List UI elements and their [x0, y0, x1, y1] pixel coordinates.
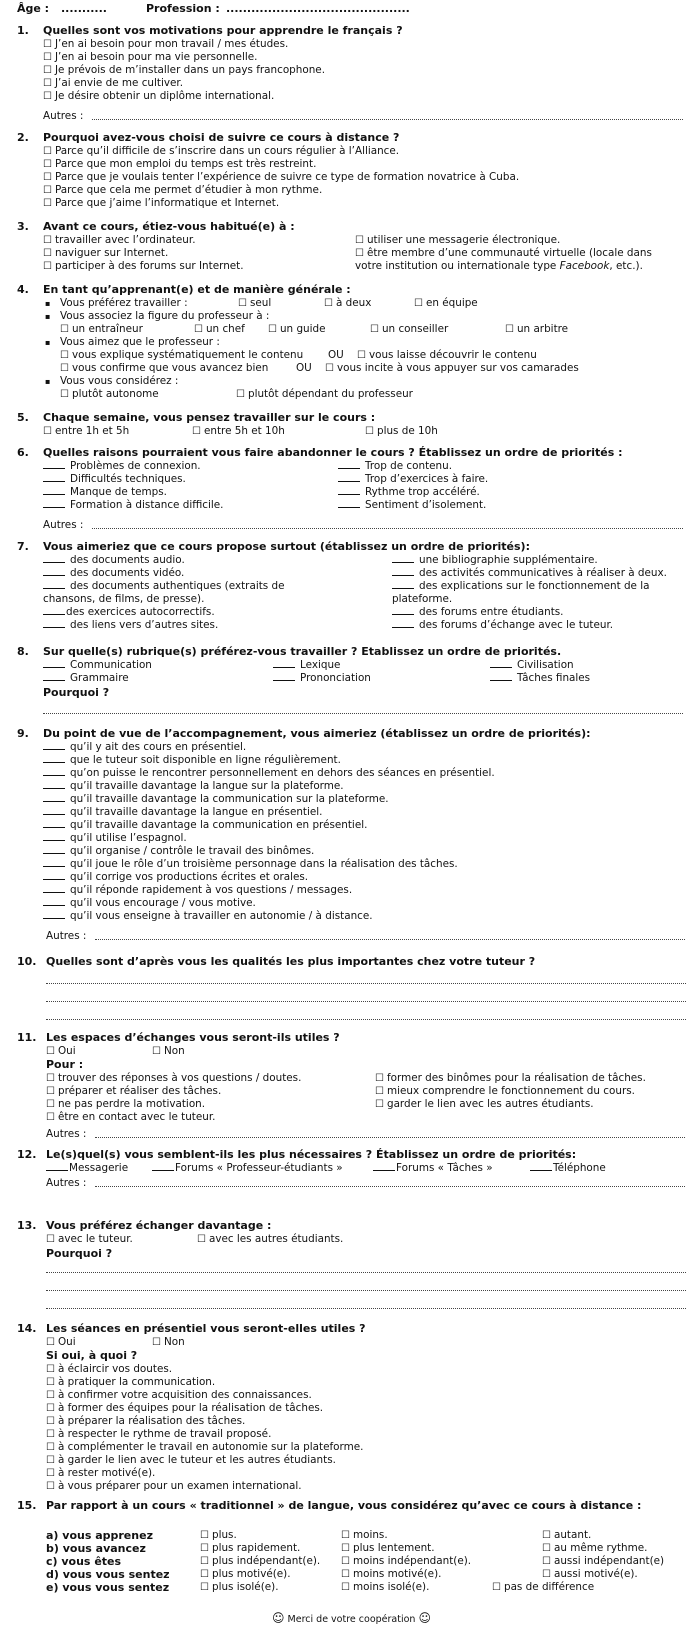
rank-option[interactable]: Forums « Professeur-étudiants »: [152, 1162, 343, 1175]
rank-option[interactable]: des explications sur le fonctionnement de la: [392, 580, 650, 593]
checkbox-option[interactable]: ☐ à deux: [324, 297, 371, 310]
rank-blank[interactable]: [43, 767, 65, 776]
question-number: 7.: [17, 540, 29, 553]
like-label: ▪ Vous aimez que le professeur :: [60, 336, 220, 349]
rank-option[interactable]: qu’il utilise l’espagnol.: [43, 832, 187, 845]
rank-option[interactable]: Communication: [43, 659, 152, 672]
question-number: 5.: [17, 411, 29, 424]
answer-line[interactable]: [46, 1001, 686, 1002]
rank-option[interactable]: qu’il organise / contrôle le travail des binômes.: [43, 845, 314, 858]
question-title: Chaque semaine, vous pensez travailler sur le cours :: [43, 411, 376, 424]
rank-blank[interactable]: [43, 619, 65, 628]
rank-blank[interactable]: [152, 1162, 174, 1171]
rank-blank[interactable]: [46, 1162, 68, 1171]
rank-option[interactable]: Rythme trop accéléré.: [338, 486, 480, 499]
rank-option[interactable]: Téléphone: [530, 1162, 606, 1175]
rank-option[interactable]: qu’il réponde rapidement à vos questions / messages.: [43, 884, 352, 897]
option-continuation: plateforme.: [392, 593, 453, 605]
checkbox-option[interactable]: ☐ moins isolé(e).: [341, 1581, 429, 1594]
question-number: 15.: [17, 1499, 37, 1512]
question-number: 4.: [17, 283, 29, 296]
question-title: Les espaces d’échanges vous seront-ils utiles ?: [46, 1031, 340, 1044]
checkbox-option[interactable]: ☐ pas de différence: [492, 1581, 594, 1594]
rank-blank[interactable]: [43, 780, 65, 789]
answer-line[interactable]: [46, 983, 686, 984]
checkbox-option[interactable]: ☐ autant.: [542, 1529, 591, 1542]
autres-label: Autres :: [46, 1128, 87, 1140]
question-number: 6.: [17, 446, 29, 459]
pour-label: Pour :: [46, 1058, 84, 1071]
rank-blank[interactable]: [373, 1162, 395, 1171]
rank-option[interactable]: Tâches finales: [490, 672, 590, 685]
option-continuation: votre institution ou internationale type Facebook, etc.).: [355, 260, 643, 272]
smiley-icon: ☺: [418, 1611, 431, 1625]
rank-blank[interactable]: [43, 858, 65, 867]
rank-blank[interactable]: [43, 473, 65, 482]
checkbox-option[interactable]: ☐ J’ai envie de me cultiver.: [43, 77, 183, 90]
checkbox-option[interactable]: ☐ vous explique systématiquement le contenu: [60, 349, 303, 362]
checkbox-option[interactable]: ☐ utiliser une messagerie électronique.: [355, 234, 560, 247]
rank-option[interactable]: Forums « Tâches »: [373, 1162, 493, 1175]
rank-option[interactable]: qu’il corrige vos productions écrites et orales.: [43, 871, 308, 884]
rank-blank[interactable]: [338, 486, 360, 495]
rank-option[interactable]: qu’il travaille davantage la langue sur la plateforme.: [43, 780, 344, 793]
checkbox-option[interactable]: ☐ un guide: [268, 323, 326, 336]
question-number: 2.: [17, 131, 29, 144]
work-label: ▪ Vous préférez travailler :: [60, 297, 188, 310]
checkbox-option[interactable]: ☐ à préparer la réalisation des tâches.: [46, 1415, 245, 1428]
checkbox-option[interactable]: ☐ préparer et réaliser des tâches.: [46, 1085, 221, 1098]
checkbox-option[interactable]: ☐ participer à des forums sur Internet.: [43, 260, 244, 273]
checkbox-option[interactable]: ☐ Parce que j’aime l’informatique et Internet.: [43, 197, 279, 210]
rank-option[interactable]: Messagerie: [46, 1162, 128, 1175]
checkbox-option[interactable]: ☐ un chef: [194, 323, 245, 336]
rank-blank[interactable]: [43, 580, 65, 589]
thanks-text: Merci de votre coopération: [287, 1614, 416, 1625]
figure-label: ▪ Vous associez la figure du professeur à :: [60, 310, 269, 323]
rank-blank[interactable]: [392, 580, 414, 589]
checkbox-option[interactable]: ☐ à pratiquer la communication.: [46, 1376, 215, 1389]
checkbox-option[interactable]: ☐ à rester motivé(e).: [46, 1467, 155, 1480]
rank-option[interactable]: Problèmes de connexion.: [43, 460, 201, 473]
checkbox-option[interactable]: ☐ plutôt autonome: [60, 388, 159, 401]
row-label: e) vous vous sentez: [46, 1581, 170, 1594]
rank-blank[interactable]: [392, 567, 414, 576]
rank-option[interactable]: des forums entre étudiants.: [392, 606, 564, 619]
rank-blank[interactable]: [490, 672, 512, 681]
rank-option[interactable]: Lexique: [273, 659, 340, 672]
autres-field[interactable]: [95, 939, 685, 940]
rank-blank[interactable]: [43, 884, 65, 893]
rank-option[interactable]: une bibliographie supplémentaire.: [392, 554, 598, 567]
checkbox-option[interactable]: ☐ Parce qu’il difficile de s’inscrire dans un cours régulier à l’Alliance.: [43, 145, 399, 158]
checkbox-option[interactable]: ☐ plus.: [200, 1529, 237, 1542]
checkbox-option[interactable]: ☐ à éclaircir vos doutes.: [46, 1363, 172, 1376]
answer-line[interactable]: [46, 1019, 686, 1020]
rank-option[interactable]: Formation à distance difficile.: [43, 499, 223, 512]
checkbox-option[interactable]: ☐ en équipe: [414, 297, 478, 310]
pourquoi-label: Pourquoi ?: [43, 686, 110, 699]
rank-option[interactable]: des documents vidéo.: [43, 567, 184, 580]
checkbox-option[interactable]: ☐ avec le tuteur.: [46, 1233, 133, 1246]
checkbox-option[interactable]: ☐ moins.: [341, 1529, 388, 1542]
rank-blank[interactable]: [530, 1162, 552, 1171]
checkbox-option[interactable]: ☐ à garder le lien avec le tuteur et les autres étudiants.: [46, 1454, 336, 1467]
or-label: OU: [328, 349, 344, 361]
checkbox-option[interactable]: ☐ travailler avec l’ordinateur.: [43, 234, 196, 247]
question-title: En tant qu’apprenant(e) et de manière générale :: [43, 283, 351, 296]
checkbox-option[interactable]: ☐ entre 5h et 10h: [192, 425, 285, 438]
question-number: 3.: [17, 220, 29, 233]
rank-blank[interactable]: [43, 845, 65, 854]
rank-blank[interactable]: [43, 554, 65, 563]
checkbox-option[interactable]: ☐ entre 1h et 5h: [43, 425, 129, 438]
rank-blank[interactable]: [43, 460, 65, 469]
question-title: Les séances en présentiel vous seront-elles utiles ?: [46, 1322, 366, 1335]
rank-blank[interactable]: [43, 486, 65, 495]
rank-option[interactable]: que le tuteur soit disponible en ligne régulièrement.: [43, 754, 341, 767]
rank-option[interactable]: Trop de contenu.: [338, 460, 452, 473]
rank-blank[interactable]: [43, 897, 65, 906]
rank-blank[interactable]: [43, 606, 65, 615]
checkbox-option[interactable]: ☐ à vous préparer pour un examen international.: [46, 1480, 302, 1493]
rank-blank[interactable]: [392, 554, 414, 563]
checkbox-option[interactable]: ☐ à respecter le rythme de travail proposé.: [46, 1428, 271, 1441]
checkbox-option[interactable]: ☐ aussi motivé(e).: [542, 1568, 638, 1581]
question-title: Quelles sont vos motivations pour apprendre le français ?: [43, 24, 403, 37]
question-title: Vous aimeriez que ce cours propose surtout (établissez un ordre de priorités):: [43, 540, 530, 553]
checkbox-option[interactable]: ☐ ne pas perdre la motivation.: [46, 1098, 205, 1111]
or-label: OU: [296, 362, 312, 374]
consider-label: ▪ Vous vous considérez :: [60, 375, 178, 388]
question-title: Vous préférez échanger davantage :: [46, 1219, 272, 1232]
no-checkbox[interactable]: ☐ Non: [152, 1336, 185, 1349]
rank-option[interactable]: des liens vers d’autres sites.: [43, 619, 218, 632]
checkbox-option[interactable]: ☐ un conseiller: [370, 323, 448, 336]
answer-line[interactable]: [46, 1290, 686, 1291]
rank-blank[interactable]: [43, 741, 65, 750]
checkbox-option[interactable]: ☐ vous incite à vous appuyer sur vos camarades: [325, 362, 579, 375]
checkbox-option[interactable]: ☐ seul: [238, 297, 271, 310]
rank-blank[interactable]: [273, 672, 295, 681]
checkbox-option[interactable]: ☐ Parce que cela me permet d’étudier à mon rythme.: [43, 184, 322, 197]
question-number: 13.: [17, 1219, 37, 1232]
question-title: Sur quelle(s) rubrique(s) préférez-vous travailler ? Etablissez un ordre de priorités.: [43, 645, 562, 658]
autres-label: Autres :: [43, 110, 84, 122]
checkbox-option[interactable]: ☐ mieux comprendre le fonctionnement du cours.: [375, 1085, 635, 1098]
checkbox-option[interactable]: ☐ moins indépendant(e).: [341, 1555, 471, 1568]
checkbox-option[interactable]: ☐ naviguer sur Internet.: [43, 247, 168, 260]
checkbox-option[interactable]: ☐ garder le lien avec les autres étudiants.: [375, 1098, 594, 1111]
question-title: Avant ce cours, étiez-vous habitué(e) à :: [43, 220, 295, 233]
row-label: c) vous êtes: [46, 1555, 122, 1568]
autres-field[interactable]: [92, 119, 683, 120]
rank-blank[interactable]: [338, 499, 360, 508]
rank-option[interactable]: Trop d’exercices à faire.: [338, 473, 488, 486]
rank-option[interactable]: Sentiment d’isolement.: [338, 499, 486, 512]
rank-blank[interactable]: [392, 619, 414, 628]
question-number: 11.: [17, 1031, 37, 1044]
question-number: 10.: [17, 955, 37, 968]
checkbox-option[interactable]: ☐ Je prévois de m’installer dans un pays francophone.: [43, 64, 325, 77]
question-title: Le(s)quel(s) vous semblent-ils les plus nécessaires ? Établissez un ordre de priorités:: [46, 1148, 577, 1161]
answer-line[interactable]: [46, 1272, 686, 1273]
option-continuation: chansons, de films, de presse).: [43, 593, 205, 605]
rank-blank[interactable]: [43, 672, 65, 681]
question-title: Par rapport à un cours « traditionnel » de langue, vous considérez qu’avec ce cours à distance :: [46, 1499, 642, 1512]
checkbox-option[interactable]: ☐ plus motivé(e).: [200, 1568, 291, 1581]
question-title: Du point de vue de l’accompagnement, vous aimeriez (établissez un ordre de priorités):: [43, 727, 591, 740]
age-field[interactable]: ...........: [61, 2, 107, 15]
checkbox-option[interactable]: ☐ plus rapidement.: [200, 1542, 300, 1555]
rank-option[interactable]: des documents authentiques (extraits de: [43, 580, 284, 593]
no-checkbox[interactable]: ☐ Non: [152, 1045, 185, 1058]
checkbox-option[interactable]: ☐ vous laisse découvrir le contenu: [357, 349, 537, 362]
checkbox-option[interactable]: ☐ former des binômes pour la réalisation de tâches.: [375, 1072, 646, 1085]
rank-option[interactable]: Prononciation: [273, 672, 371, 685]
age-label: Âge :: [17, 2, 50, 15]
checkbox-option[interactable]: ☐ plus indépendant(e).: [200, 1555, 320, 1568]
autres-field[interactable]: [92, 528, 683, 529]
checkbox-option[interactable]: ☐ à confirmer votre acquisition des connaissances.: [46, 1389, 312, 1402]
smiley-icon: ☺: [272, 1611, 285, 1625]
rank-blank[interactable]: [43, 567, 65, 576]
rank-option[interactable]: Civilisation: [490, 659, 574, 672]
footer: [272, 1612, 431, 1626]
rank-blank[interactable]: [338, 473, 360, 482]
checkbox-option[interactable]: ☐ moins motivé(e).: [341, 1568, 441, 1581]
rank-blank[interactable]: [43, 754, 65, 763]
question-number: 14.: [17, 1322, 37, 1335]
rank-blank[interactable]: [338, 460, 360, 469]
checkbox-option[interactable]: ☐ un entraîneur: [60, 323, 143, 336]
checkbox-option[interactable]: ☐ plus de 10h: [365, 425, 438, 438]
autres-field[interactable]: [95, 1137, 685, 1138]
rank-blank[interactable]: [490, 659, 512, 668]
row-label: a) vous apprenez: [46, 1529, 153, 1542]
checkbox-option[interactable]: ☐ être membre d’une communauté virtuelle (locale dans: [355, 247, 652, 260]
rank-option[interactable]: des exercices autocorrectifs.: [43, 606, 215, 619]
checkbox-option[interactable]: ☐ à complémenter le travail en autonomie sur la plateforme.: [46, 1441, 363, 1454]
rank-blank[interactable]: [43, 832, 65, 841]
rank-option[interactable]: Difficultés techniques.: [43, 473, 186, 486]
rank-option[interactable]: qu’il vous encourage / vous motive.: [43, 897, 256, 910]
rank-blank[interactable]: [43, 499, 65, 508]
question-title: Quelles raisons pourraient vous faire abandonner le cours ? Établissez un ordre de priorités :: [43, 446, 623, 459]
rank-blank[interactable]: [43, 806, 65, 815]
rank-blank[interactable]: [392, 606, 414, 615]
checkbox-option[interactable]: ☐ au même rythme.: [542, 1542, 647, 1555]
checkbox-option[interactable]: ☐ à former des équipes pour la réalisation de tâches.: [46, 1402, 323, 1415]
checkbox-option[interactable]: ☐ trouver des réponses à vos questions / doutes.: [46, 1072, 301, 1085]
rank-blank[interactable]: [43, 871, 65, 880]
checkbox-option[interactable]: ☐ J’en ai besoin pour mon travail / mes études.: [43, 38, 288, 51]
rank-option[interactable]: qu’il travaille davantage la communication en présentiel.: [43, 819, 367, 832]
checkbox-option[interactable]: ☐ plus lentement.: [341, 1542, 435, 1555]
pourquoi-label: Pourquoi ?: [46, 1247, 113, 1260]
question-number: 1.: [17, 24, 29, 37]
rank-option[interactable]: qu’il travaille davantage la langue en présentiel.: [43, 806, 322, 819]
question-number: 9.: [17, 727, 29, 740]
autres-label: Autres :: [46, 1177, 87, 1189]
rank-option[interactable]: qu’il joue le rôle d’un troisième personnage dans la réalisation des tâches.: [43, 858, 458, 871]
rank-blank[interactable]: [43, 910, 65, 919]
checkbox-option[interactable]: ☐ plutôt dépendant du professeur: [236, 388, 413, 401]
pourquoi-field[interactable]: [43, 713, 683, 714]
profession-field[interactable]: ............................................: [226, 2, 410, 15]
rank-option[interactable]: qu’il vous enseigne à travailler en autonomie / à distance.: [43, 910, 373, 923]
rank-option[interactable]: qu’on puisse le rencontrer personnellement en dehors des séances en présentiel.: [43, 767, 495, 780]
question-title: Quelles sont d’après vous les qualités les plus importantes chez votre tuteur ?: [46, 955, 536, 968]
checkbox-option[interactable]: ☐ plus isolé(e).: [200, 1581, 279, 1594]
profession-label: Profession :: [146, 2, 220, 15]
checkbox-option[interactable]: ☐ avec les autres étudiants.: [197, 1233, 343, 1246]
checkbox-option[interactable]: ☐ Parce que mon emploi du temps est très restreint.: [43, 158, 316, 171]
rank-option[interactable]: Grammaire: [43, 672, 129, 685]
answer-line[interactable]: [46, 1308, 686, 1309]
checkbox-option[interactable]: ☐ Parce que je voulais tenter l’expérience de suivre ce type de formation novatrice à Cuba.: [43, 171, 519, 184]
row-label: d) vous vous sentez: [46, 1568, 170, 1581]
autres-label: Autres :: [46, 930, 87, 942]
row-label: b) vous avancez: [46, 1542, 146, 1555]
checkbox-option[interactable]: ☐ J’en ai besoin pour ma vie personnelle.: [43, 51, 257, 64]
checkbox-option[interactable]: ☐ Je désire obtenir un diplôme international.: [43, 90, 274, 103]
rank-blank[interactable]: [43, 659, 65, 668]
rank-option[interactable]: des forums d’échange avec le tuteur.: [392, 619, 613, 632]
question-title: Pourquoi avez-vous choisi de suivre ce cours à distance ?: [43, 131, 400, 144]
autres-field[interactable]: [95, 1186, 685, 1187]
checkbox-option[interactable]: ☐ aussi indépendant(e): [542, 1555, 664, 1568]
question-number: 8.: [17, 645, 29, 658]
question-number: 12.: [17, 1148, 37, 1161]
checkbox-option[interactable]: ☐ être en contact avec le tuteur.: [46, 1111, 215, 1124]
yes-checkbox[interactable]: ☐ Oui: [46, 1336, 76, 1349]
rank-blank[interactable]: [43, 793, 65, 802]
rank-option[interactable]: des activités communicatives à réaliser à deux.: [392, 567, 667, 580]
checkbox-option[interactable]: ☐ vous confirme que vous avancez bien: [60, 362, 268, 375]
rank-option[interactable]: qu’il y ait des cours en présentiel.: [43, 741, 246, 754]
rank-option[interactable]: des documents audio.: [43, 554, 185, 567]
rank-blank[interactable]: [43, 819, 65, 828]
rank-option[interactable]: qu’il travaille davantage la communication sur la plateforme.: [43, 793, 389, 806]
yes-checkbox[interactable]: ☐ Oui: [46, 1045, 76, 1058]
checkbox-option[interactable]: ☐ un arbitre: [505, 323, 568, 336]
rank-blank[interactable]: [273, 659, 295, 668]
rank-option[interactable]: Manque de temps.: [43, 486, 167, 499]
sub-label: Si oui, à quoi ?: [46, 1349, 138, 1362]
autres-label: Autres :: [43, 519, 84, 531]
